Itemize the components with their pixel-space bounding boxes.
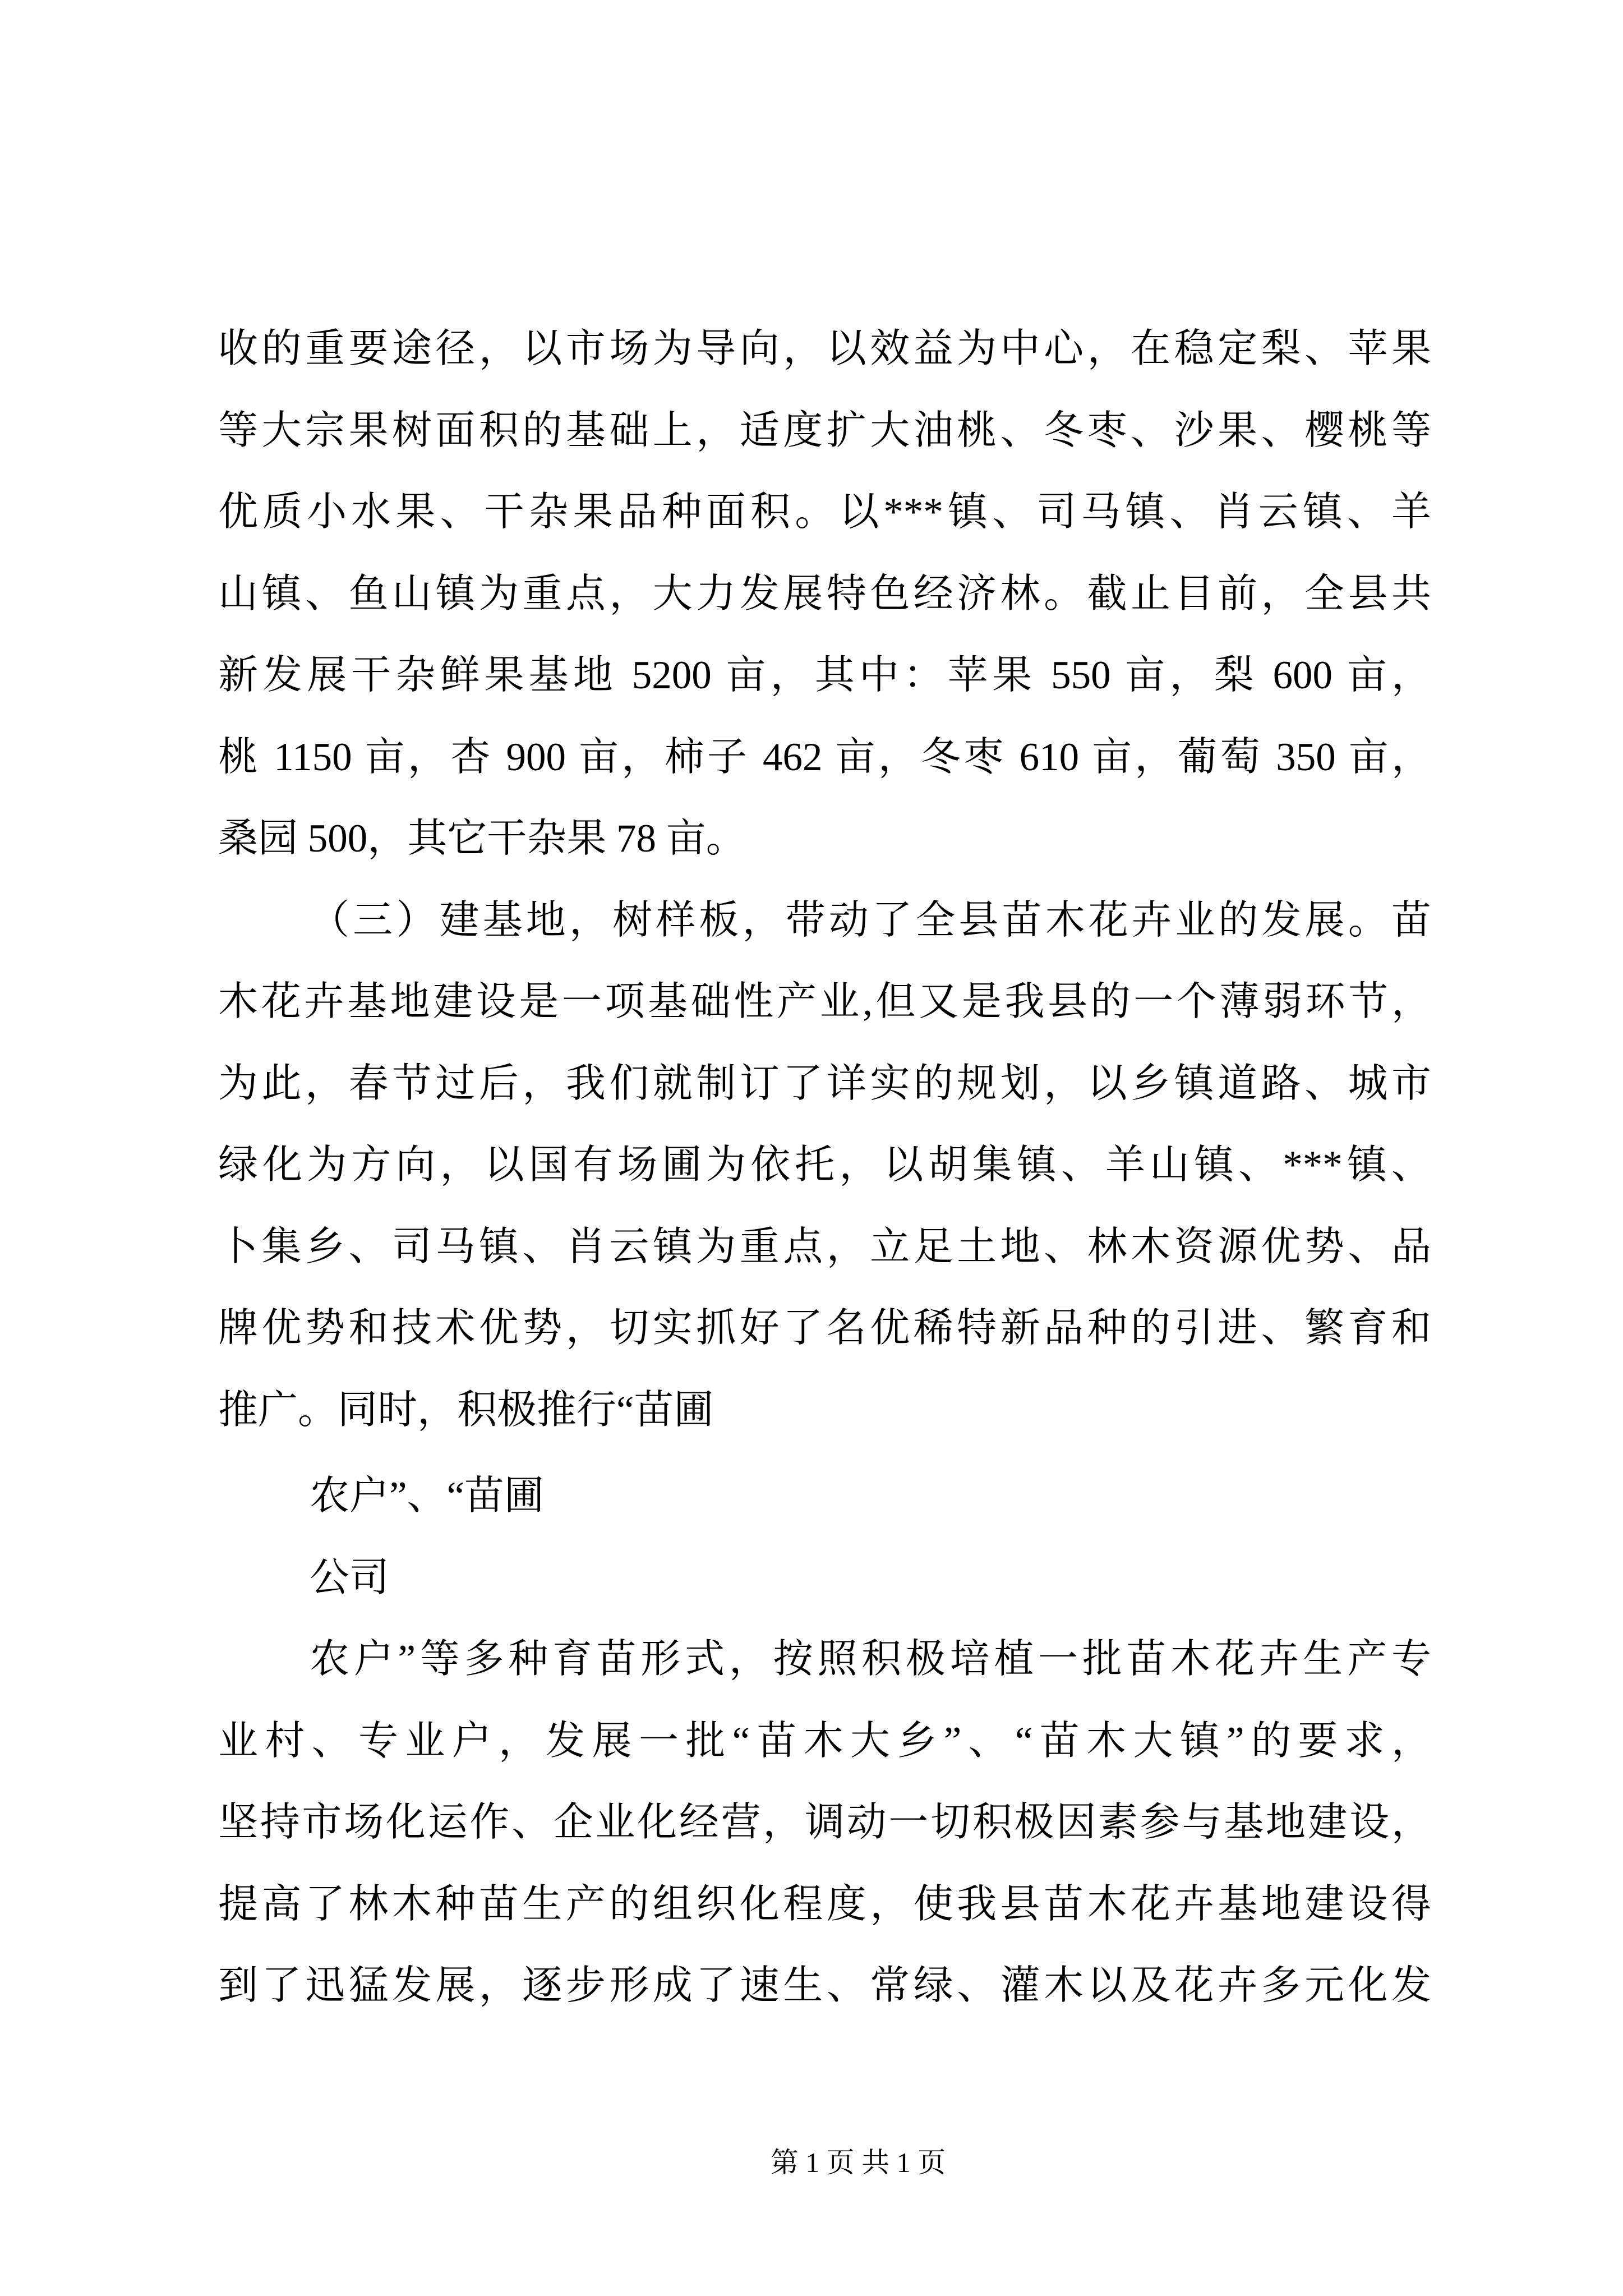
body-text-line: 牌优势和技术优势，切实抓好了名优稀特新品种的引进、繁育和 xyxy=(218,1306,1431,1350)
body-text-line: 收的重要途径，以市场为导向，以效益为中心，在稳定梨、苹果 xyxy=(218,327,1431,371)
page-number-footer: 第 1 页 共 1 页 xyxy=(770,2147,946,2178)
body-text-line: 农户”、“苗圃 xyxy=(310,1474,545,1518)
body-text-line: 卜集乡、司马镇、肖云镇为重点，立足土地、林木资源优势、品 xyxy=(218,1225,1431,1269)
body-text-line: 木花卉基地建设是一项基础性产业,但又是我县的一个薄弱环节， xyxy=(218,980,1431,1024)
body-text-line: 优质小水果、干杂果品种面积。以***镇、司马镇、肖云镇、羊 xyxy=(218,490,1431,534)
body-text-line: 农户”等多种育苗形式，按照积极培植一批苗木花卉生产专 xyxy=(310,1637,1431,1681)
section-heading-line: （三）建基地，树样板，带动了全县苗木花卉业的发展。苗 xyxy=(310,898,1431,942)
body-text-line: 绿化为方向，以国有场圃为依托，以胡集镇、羊山镇、***镇、 xyxy=(218,1143,1431,1187)
body-text-line: 提高了林木种苗生产的组织化程度，使我县苗木花卉基地建设得 xyxy=(218,1882,1431,1926)
body-text-line: 桃 1150 亩，杏 900 亩，柿子 462 亩，冬枣 610 亩，葡萄 350 亩， xyxy=(218,735,1431,779)
body-text-line: 公司 xyxy=(310,1556,390,1600)
body-text-line: 为此，春节过后，我们就制订了详实的规划，以乡镇道路、城市 xyxy=(218,1061,1431,1106)
body-text-line: 到了迅猛发展，逐步形成了速生、常绿、灌木以及花卉多元化发 xyxy=(218,1964,1431,2008)
body-text-line: 山镇、鱼山镇为重点，大力发展特色经济林。截止目前，全县共 xyxy=(218,572,1431,616)
body-text-line: 等大宗果树面积的基础上，适度扩大油桃、冬枣、沙果、樱桃等 xyxy=(218,408,1431,453)
body-text-line: 业村、专业户，发展一批“苗木大乡”、“苗木大镇”的要求， xyxy=(218,1719,1431,1763)
document-body xyxy=(218,309,1431,2027)
body-text-line: 桑园 500，其它干杂果 78 亩。 xyxy=(218,817,746,861)
body-text-line: 新发展干杂鲜果基地 5200 亩，其中：苹果 550 亩，梨 600 亩， xyxy=(218,654,1431,697)
body-text-line: 坚持市场化运作、企业化经营，调动一切积极因素参与基地建设， xyxy=(218,1801,1431,1844)
body-text-line: 推广。同时，积极推行“苗圃 xyxy=(218,1388,714,1432)
